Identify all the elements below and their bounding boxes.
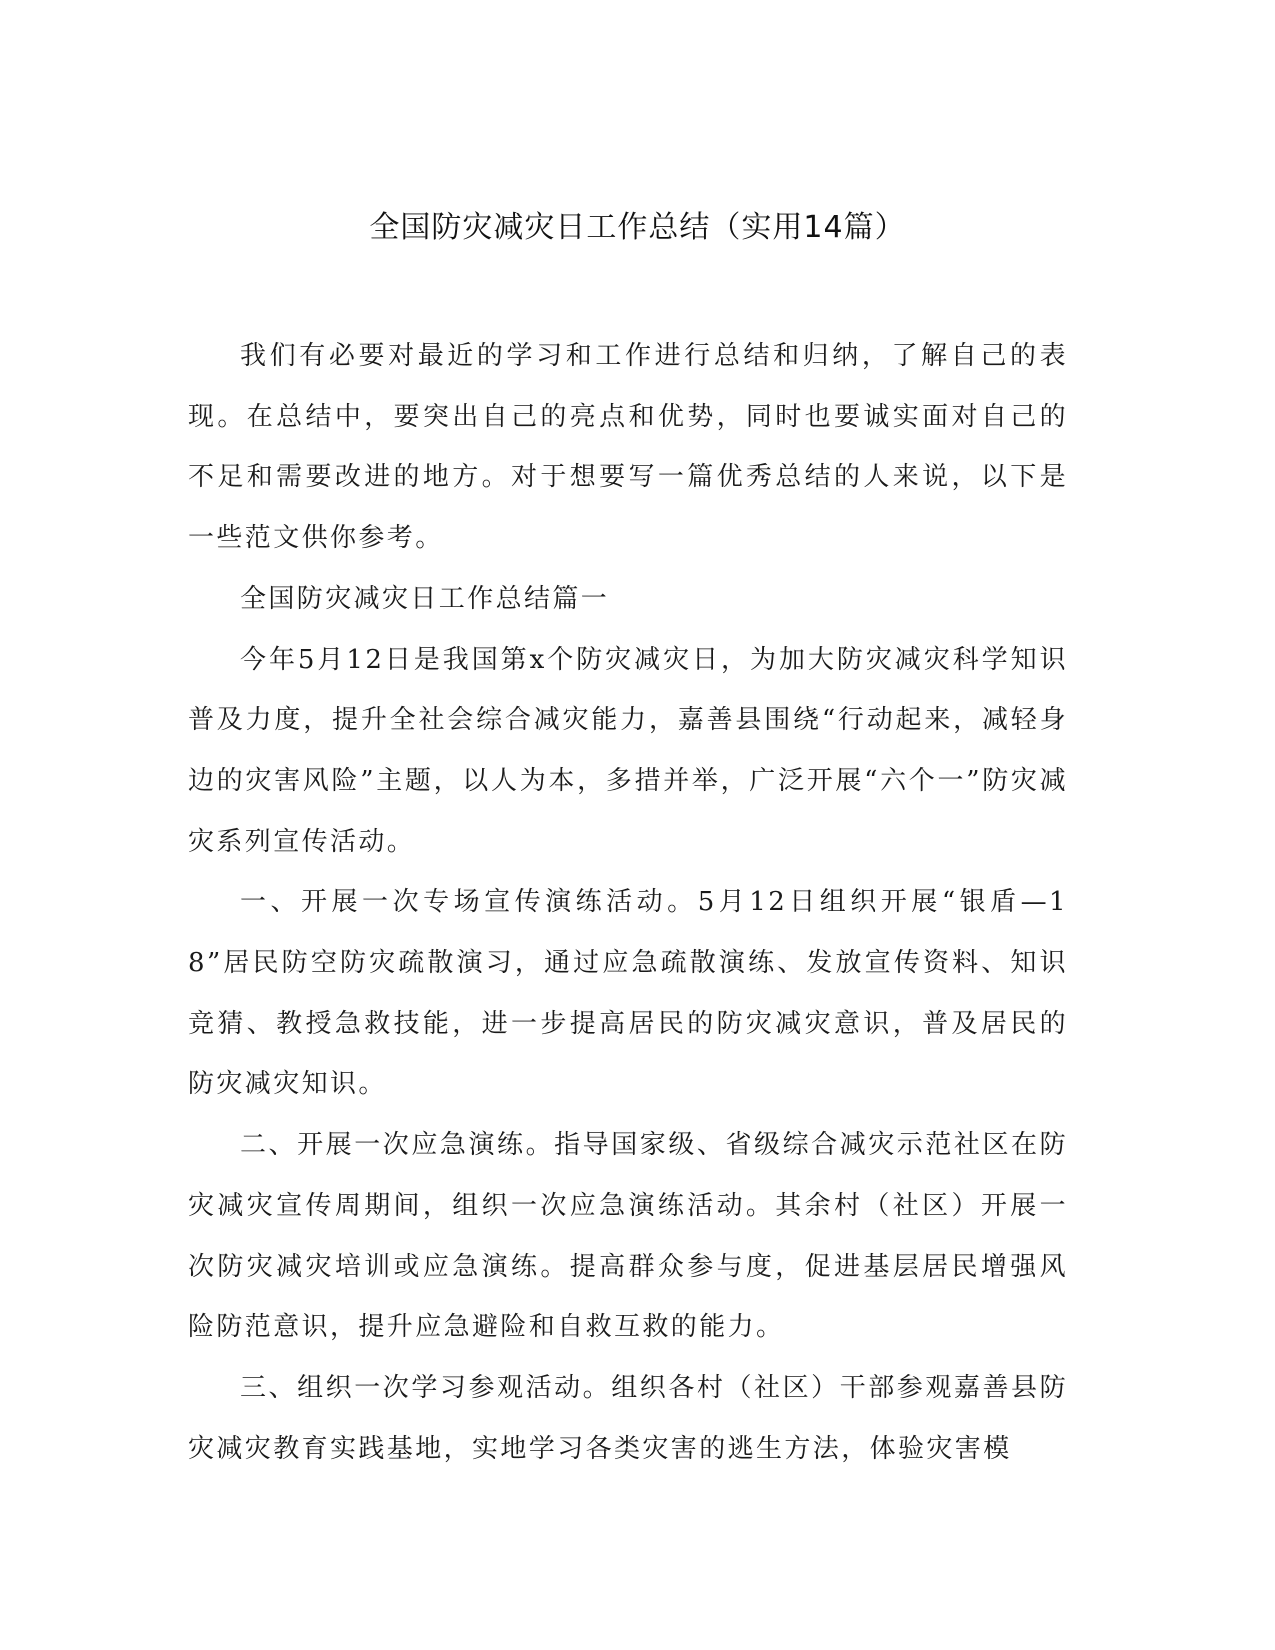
- section-heading: 全国防灾减灾日工作总结篇一: [240, 583, 610, 614]
- document-title: 全国防灾减灾日工作总结（实用14篇）: [369, 210, 906, 245]
- paragraph: 一、开展一次专场宣传演练活动。5月12日组织开展“银盾—18”居民防空防灾疏散演习，通过应急疏散演练、发放宣传资料、知识竞猜、教授急救技能，进一步提高居民的防灾减灾意识，普及居民的防灾减灾知识。: [188, 887, 1068, 1100]
- paragraph: 今年5月12日是我国第x个防灾减灾日，为加大防灾减灾科学知识普及力度，提升全社会综合减灾能力，嘉善县围绕“行动起来，减轻身边的灾害风险”主题，以人为本，多措并举，广泛开展“六个一”防灾减灾系列宣传活动。: [188, 644, 1068, 857]
- document-body: [188, 326, 1068, 1479]
- paragraph: 二、开展一次应急演练。指导国家级、省级综合减灾示范社区在防灾减灾宣传周期间，组织一次应急演练活动。其余村（社区）开展一次防灾减灾培训或应急演练。提高群众参与度，促进基层居民增强风险防范意识，提升应急避险和自救互救的能力。: [188, 1130, 1068, 1343]
- paragraph: 三、组织一次学习参观活动。组织各村（社区）干部参观嘉善县防灾减灾教育实践基地，实地学习各类灾害的逃生方法，体验灾害模: [188, 1372, 1068, 1464]
- paragraph-intro: 我们有必要对最近的学习和工作进行总结和归纳，了解自己的表现。在总结中，要突出自己的亮点和优势，同时也要诚实面对自己的不足和需要改进的地方。对于想要写一篇优秀总结的人来说，以下是一些范文供你参考。: [188, 341, 1068, 554]
